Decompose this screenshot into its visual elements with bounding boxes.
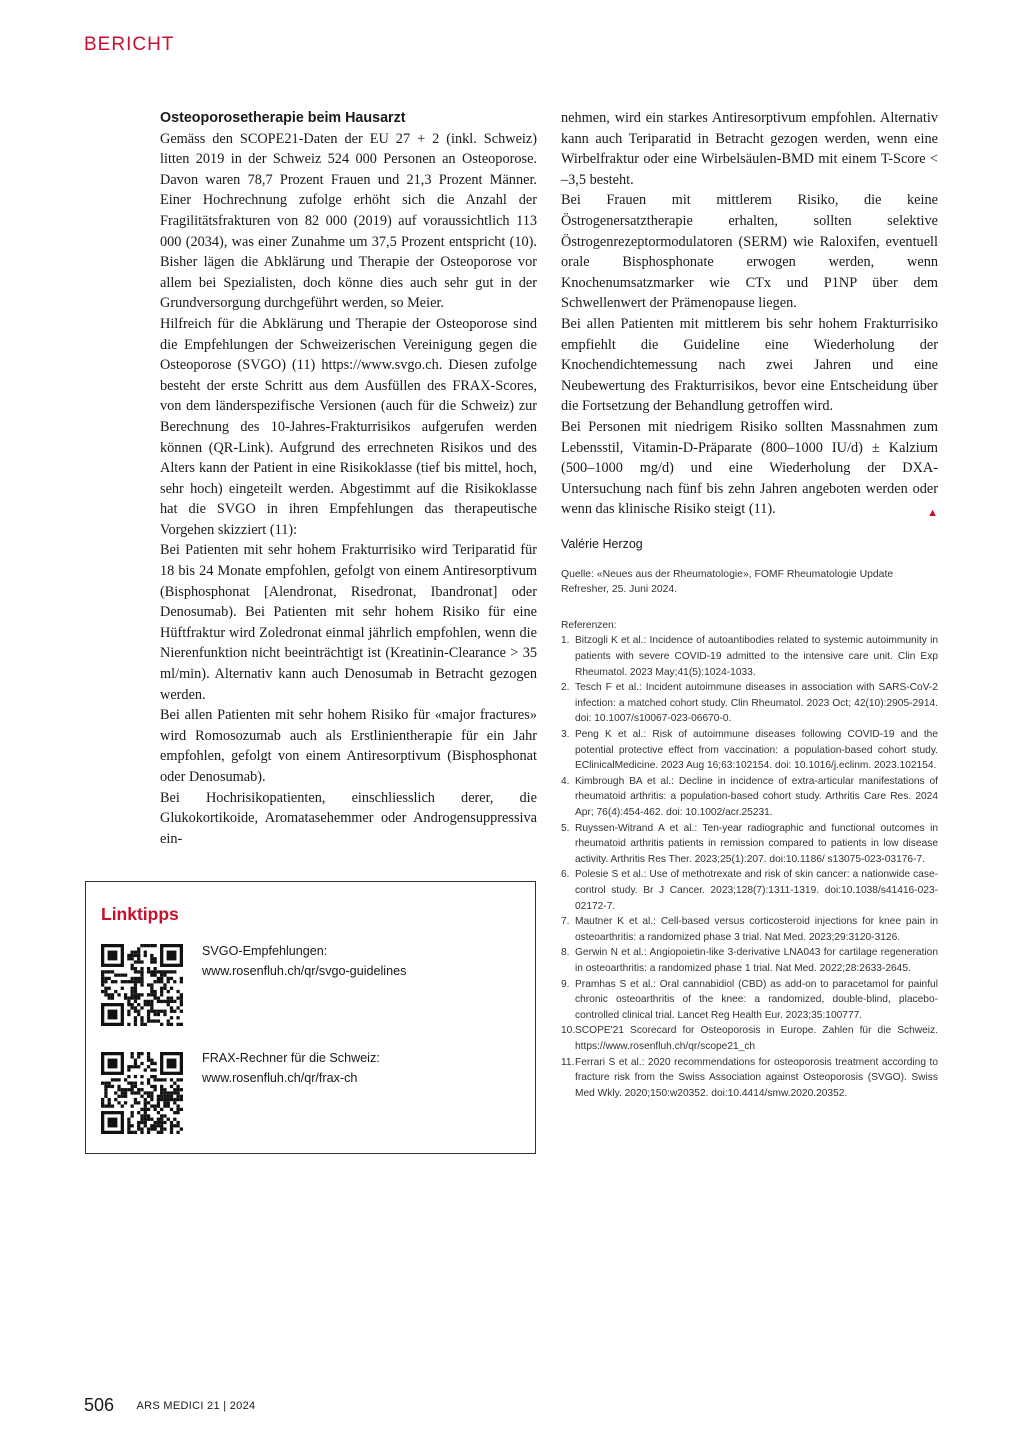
reference-number: 4. bbox=[561, 775, 570, 787]
reference-item bbox=[561, 633, 938, 680]
link-label: FRAX-Rechner für die Schweiz: bbox=[202, 1051, 380, 1065]
reference-item bbox=[561, 727, 938, 774]
qr-code-icon[interactable] bbox=[101, 944, 183, 1026]
references-list bbox=[561, 633, 938, 1101]
reference-text: Peng K et al.: Risk of autoimmune diseases following COVID-19 and the potential protective effect from vaccination: a population-based cohort study. EClinicalMedicine. 2023 Aug 16;63:102154. doi: 10.1016/j.eclinm. 2023.102154. bbox=[575, 729, 938, 772]
reference-text: Bitzogli K et al.: Incidence of autoantibodies related to systemic autoimmunity in patients with severe COVID-19 admitted to the intensive care unit. Clin Exp Rheumatol. 2023 May;41(5):1024-1033. bbox=[575, 635, 938, 678]
link-label: SVGO-Empfehlungen: bbox=[202, 944, 328, 958]
linktipps-box bbox=[85, 881, 536, 1154]
reference-text: Mautner K et al.: Cell-based versus corticosteroid injections for knee pain in osteoarthritis: a randomized phase 3 trial. Nat Med. 2023;29:3120-3126. bbox=[575, 916, 938, 943]
author: Valérie Herzog bbox=[561, 536, 643, 551]
reference-item bbox=[561, 821, 938, 868]
page-number: 506 bbox=[84, 1395, 115, 1415]
paragraph: Bei allen Patienten mit mittlerem bis sehr hohem Frakturrisiko empfiehlt die Guideline eine Wiederholung der Knochendichtemessung nach zwei Jahren und eine Neubewertung des Frakturrisikos, bevor eine Entscheidung über die Fortsetzung der Behandlung getroffen wird. bbox=[561, 315, 938, 415]
reference-text: Pramhas S et al.: Oral cannabidiol (CBD) as add-on to paracetamol for painful chronic osteoarthritis of the knee: a randomized, double-blind, placebo-controlled clinical trial. Lancet Reg Health Eur. 2023;35:100777. bbox=[575, 978, 938, 1021]
reference-text: Tesch F et al.: Incident autoimmune diseases in association with SARS-CoV-2 infection: a matched cohort study. Clin Rheumatol. 2023 Oct; 42(10):2905-2914. doi: 10.1007/s10067-023-06670-0. bbox=[575, 682, 938, 725]
reference-item bbox=[561, 867, 938, 914]
link-item-frax[interactable] bbox=[202, 1048, 380, 1088]
paragraph: Bei allen Patienten mit sehr hohem Risiko für «major fractures» wird Romosozumab auch als Erstlinientherapie für ein Jahr empfohlen, gefolgt von einem Antiresorptivum (Bisphosphonat oder Denosumab). bbox=[160, 707, 537, 785]
link-url[interactable]: www.rosenfluh.ch/qr/svgo-guidelines bbox=[202, 964, 407, 978]
paragraph: Gemäss den SCOPE21-Daten der EU 27 + 2 (inkl. Schweiz) litten 2019 in der Schweiz 524 000 Personen an Osteoporose. Davon waren 78,7 Prozent Frauen und 21,3 Prozent Männer. Einer Hochrechnung zufolge erhöht sich die Anzahl der Fragilitätsfrakturen von 82 000 (2019) auf voraussichtlich 113 000 (2034), was einer Zunahme um 37,5 Prozent entspricht (10). Bisher lägen die Abklärung und Therapie der Osteoporose vor allem bei Spezialisten, doch könne dies auch sehr gut in der Grundversorgung durchgeführt werden, so Meier. bbox=[160, 130, 537, 312]
reference-number: 10. bbox=[561, 1025, 576, 1037]
paragraph: Bei Patienten mit sehr hohem Frakturrisiko wird Teriparatid für 18 bis 24 Monate empfohlen, gefolgt von einem Antiresorptivum (Bisphosphonat [Alendronat, Risedronat, Ibandronat] oder Denosumab). Bei Patienten mit sehr hohem Risiko für eine Hüftfraktur wird Zoledronat einmal jährlich empfohlen, wenn die Nierenfunktion nicht beeinträchtigt ist (Kreatinin-Clearance > 35 ml/min). Alternativ kann auch Denosumab in Betracht gezogen werden. bbox=[160, 542, 537, 703]
paragraph: nehmen, wird ein starkes Antiresorptivum empfohlen. Alternativ kann auch Teriparatid in Betracht gezogen werden, wenn eine Wirbelfraktur oder eine Wirbelsäulen-BMD mit einem T-Score < –3,5 besteht. bbox=[561, 110, 938, 188]
reference-number: 1. bbox=[561, 635, 570, 647]
link-item-svgo[interactable] bbox=[202, 941, 406, 981]
reference-text: Gerwin N et al.: Angiopoietin-like 3-derivative LNA043 for cartilage regeneration in osteoarthritis: a randomized phase 1 trial. Nat Med. 2022;28:2633-2645. bbox=[575, 947, 938, 974]
link-url[interactable]: www.rosenfluh.ch/qr/frax-ch bbox=[202, 1071, 358, 1085]
reference-number: 5. bbox=[561, 822, 570, 834]
article-subheading: Osteoporosetherapie beim Hausarzt bbox=[160, 110, 406, 126]
reference-text: Ruyssen-Witrand A et al.: Ten-year radiographic and functional outcomes in rheumatoid arthritis patients in remission compared to patients in low disease activity. Arthritis Res Ther. 2023;25(1):207. doi:10.1186/ s13075-023-03176-7. bbox=[575, 822, 938, 865]
reference-item bbox=[561, 680, 938, 727]
reference-number: 6. bbox=[561, 869, 570, 881]
page-footer bbox=[84, 1395, 255, 1416]
reference-text: Kimbrough BA et al.: Decline in incidence of extra-articular manifestations of rheumatoid arthritis: a population-based cohort study. Arthritis Care Res. 2024 Apr; 76(4):454-462. doi: 10.1002/acr.25231. bbox=[575, 775, 938, 818]
paragraph: Bei Personen mit niedrigem Risiko sollten Massnahmen zum Lebensstil, Vitamin-D-Präparate (800–1000 IU/d) ± Kalzium (500–1000 mg/d) und eine Wiederholung der DXA-Untersuchung nach fünf bis zehn Jahren angeboten werden oder wenn das klinische Risiko steigt (11). ▲ bbox=[561, 417, 938, 520]
reference-number: 11. bbox=[561, 1056, 575, 1068]
reference-number: 9. bbox=[561, 978, 570, 990]
reference-item bbox=[561, 977, 938, 1024]
paragraph: Bei Frauen mit mittlerem Risiko, die keine Östrogenersatztherapie erhalten, sollten selektive Östrogenrezeptormodulatoren (SERM) wie Raloxifen, eventuell orale Bisphosphonate erwogen werden, wenn Knochenumsatzmarker wie CTx und P1NP über dem Schwellenwert der Prämenopause liegen. bbox=[561, 192, 938, 312]
article-column-left bbox=[160, 108, 537, 849]
article-column-right bbox=[561, 108, 938, 1101]
reference-text: SCOPE'21 Scorecard for Osteoporosis in Europe. Zahlen für die Schweiz. https://www.rosenfluh.ch/qr/scope21_ch bbox=[575, 1025, 938, 1052]
reference-item bbox=[561, 774, 938, 821]
section-label: BERICHT bbox=[84, 34, 175, 55]
journal-name: ARS MEDICI 21 | 2024 bbox=[136, 1400, 256, 1412]
reference-number: 3. bbox=[561, 729, 570, 741]
end-mark-icon: ▲ bbox=[927, 507, 938, 520]
source-note: Quelle: «Neues aus der Rheumatologie», FOMF Rheumatologie Update Refresher, 25. Juni 2024. bbox=[561, 569, 894, 595]
reference-item bbox=[561, 1023, 938, 1054]
paragraph: Hilfreich für die Abklärung und Therapie der Osteoporose sind die Empfehlungen der Schweizerischen Vereinigung gegen die Osteoporose (SVGO) (11) https://www.svgo.ch. Diesen zufolge besteht der erste Schritt aus dem Ausfüllen des FRAX-Scores, von dem länderspezifische Versionen (auch für die Schweiz) zur Berechnung des 10-Jahres-Frakturrisikos aufgerufen werden können (QR-Link). Aufgrund des errechneten Risikos und des Alters kann der Patient in eine Risikoklasse (tief bis mittel, hoch, sehr hoch) eingeteilt werden. Abgestimmt auf die Risikoklasse hat die SVGO in ihren Empfehlungen das therapeutische Vorgehen skizziert (11): bbox=[160, 315, 537, 538]
reference-item bbox=[561, 945, 938, 976]
reference-text: Polesie S et al.: Use of methotrexate and risk of skin cancer: a nationwide case-control study. Br J Cancer. 2023;128(7):1311-1319. doi:10.1038/s41416-023-02172-7. bbox=[575, 869, 938, 912]
reference-number: 7. bbox=[561, 916, 570, 928]
reference-item bbox=[561, 914, 938, 945]
linktipps-title: Linktipps bbox=[101, 904, 179, 924]
reference-number: 8. bbox=[561, 947, 570, 959]
paragraph: Bei Hochrisikopatienten, einschliesslich derer, die Glukokortikoide, Aromatasehemmer oder Androgensuppressiva ein- bbox=[160, 789, 537, 847]
qr-code-icon[interactable] bbox=[101, 1052, 183, 1134]
reference-item bbox=[561, 1055, 938, 1102]
references-title: Referenzen: bbox=[561, 620, 617, 632]
reference-number: 2. bbox=[561, 682, 570, 694]
reference-text: Ferrari S et al.: 2020 recommendations for osteoporosis treatment according to fracture risk from the Swiss Association against Osteoporosis (SVGO). Swiss Med Wkly. 2020;150:w20352. doi:10.4414/smw.2020.20352. bbox=[575, 1056, 938, 1099]
